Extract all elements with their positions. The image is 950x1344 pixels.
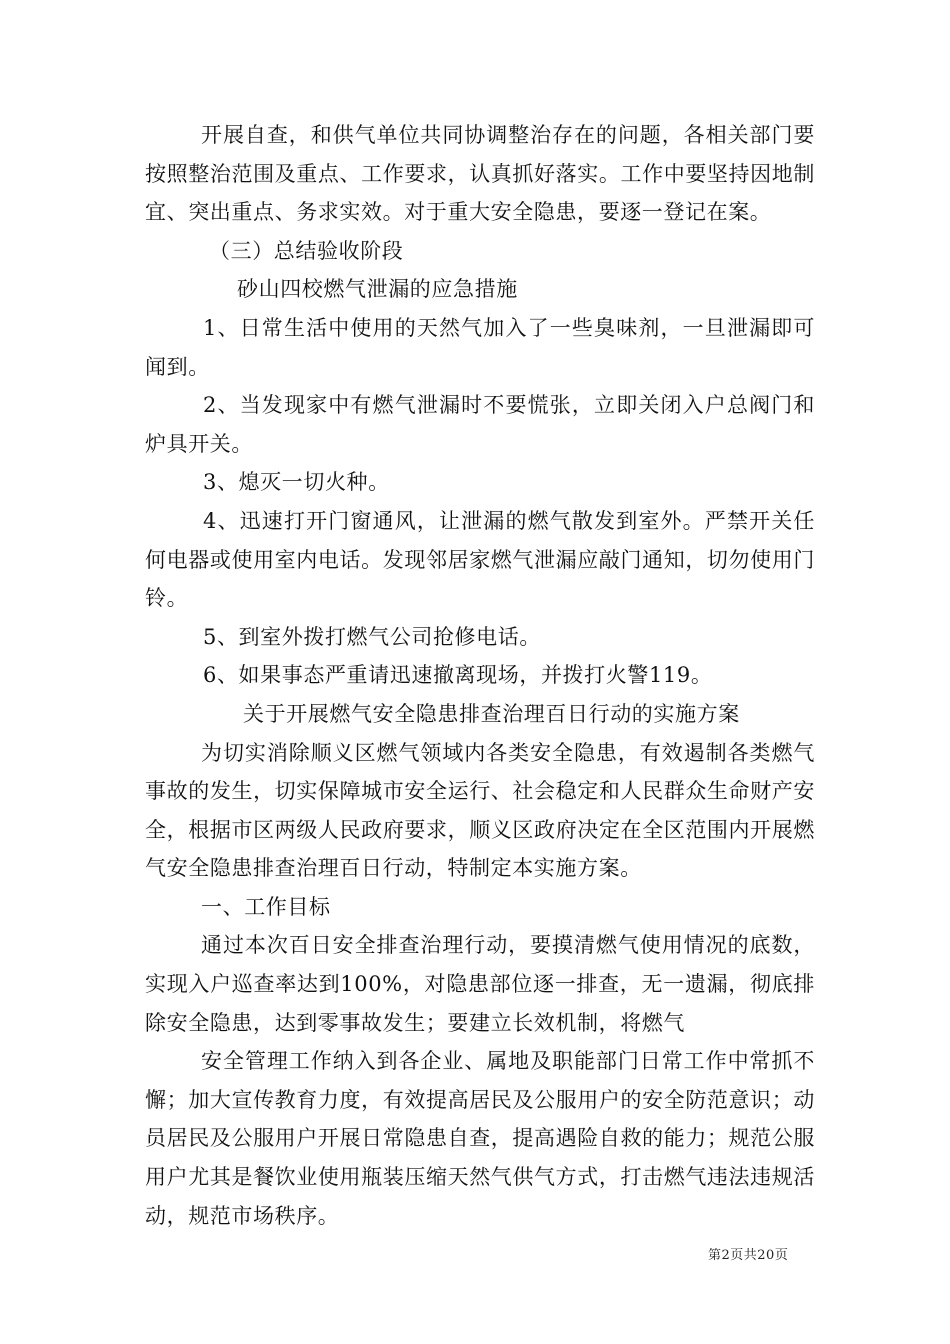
- title-gas-leak-emergency-measures: 砂山四校燃气泄漏的应急措施: [237, 277, 518, 302]
- paragraph-introduction: 为切实消除顺义区燃气领域内各类安全隐患，有效遏制各类燃气事故的发生，切实保障城市安全运行、社会稳定和人民群众生命财产安全，根据市区两级人民政府要求，顺义区政府决定在全区范围内开展燃气安全隐患排查治理百日行动，特制定本实施方案。: [145, 740, 815, 881]
- title-implementation-plan: 关于开展燃气安全隐患排查治理百日行动的实施方案: [243, 701, 740, 726]
- list-item-1: 1、日常生活中使用的天然气加入了一些臭味剂，一旦泄漏即可闻到。: [145, 315, 815, 379]
- page-number-footer: 第2页共20页: [708, 1248, 789, 1263]
- list-item-2: 2、当发现家中有燃气泄漏时不要慌张，立即关闭入户总阀门和炉具开关。: [145, 393, 815, 456]
- list-item-5: 5、到室外拨打燃气公司抢修电话。: [203, 624, 541, 649]
- paragraph-goals-part-1: 通过本次百日安全排查治理行动，要摸清燃气使用情况的底数，实现入户巡查率达到100%，对隐患部位逐一排查，无一遗漏，彻底排除安全隐患，达到零事故发生；要建立长效机制，将燃气: [145, 933, 815, 1035]
- list-item-3: 3、熄灭一切火种。: [203, 470, 390, 495]
- document-body: [145, 116, 815, 1235]
- section-heading-work-goals: 一、工作目标: [201, 894, 331, 919]
- list-item-6: 6、如果事态严重请迅速撤离现场，并拨打火警119。: [203, 663, 713, 688]
- paragraph-goals-part-2: 安全管理工作纳入到各企业、属地及职能部门日常工作中常抓不懈；加大宣传教育力度，有效提高居民及公服用户的安全防范意识；动员居民及公服用户开展日常隐患自查，提高遇险自救的能力；规范公服用户尤其是餐饮业使用瓶装压缩天然气供气方式，打击燃气违法违规活动，规范市场秩序。: [145, 1049, 815, 1228]
- section-heading-summary-stage: （三）总结验收阶段: [209, 238, 404, 263]
- list-item-4: 4、迅速打开门窗通风，让泄漏的燃气散发到室外。严禁开关任何电器或使用室内电话。发现邻居家燃气泄漏应敲门通知，切勿使用门铃。: [145, 508, 815, 611]
- paragraph-self-inspection: 开展自查，和供气单位共同协调整治存在的问题，各相关部门要按照整治范围及重点、工作要求，认真抓好落实。工作中要坚持因地制宜、突出重点、务求实效。对于重大安全隐患，要逐一登记在案。: [145, 123, 815, 225]
